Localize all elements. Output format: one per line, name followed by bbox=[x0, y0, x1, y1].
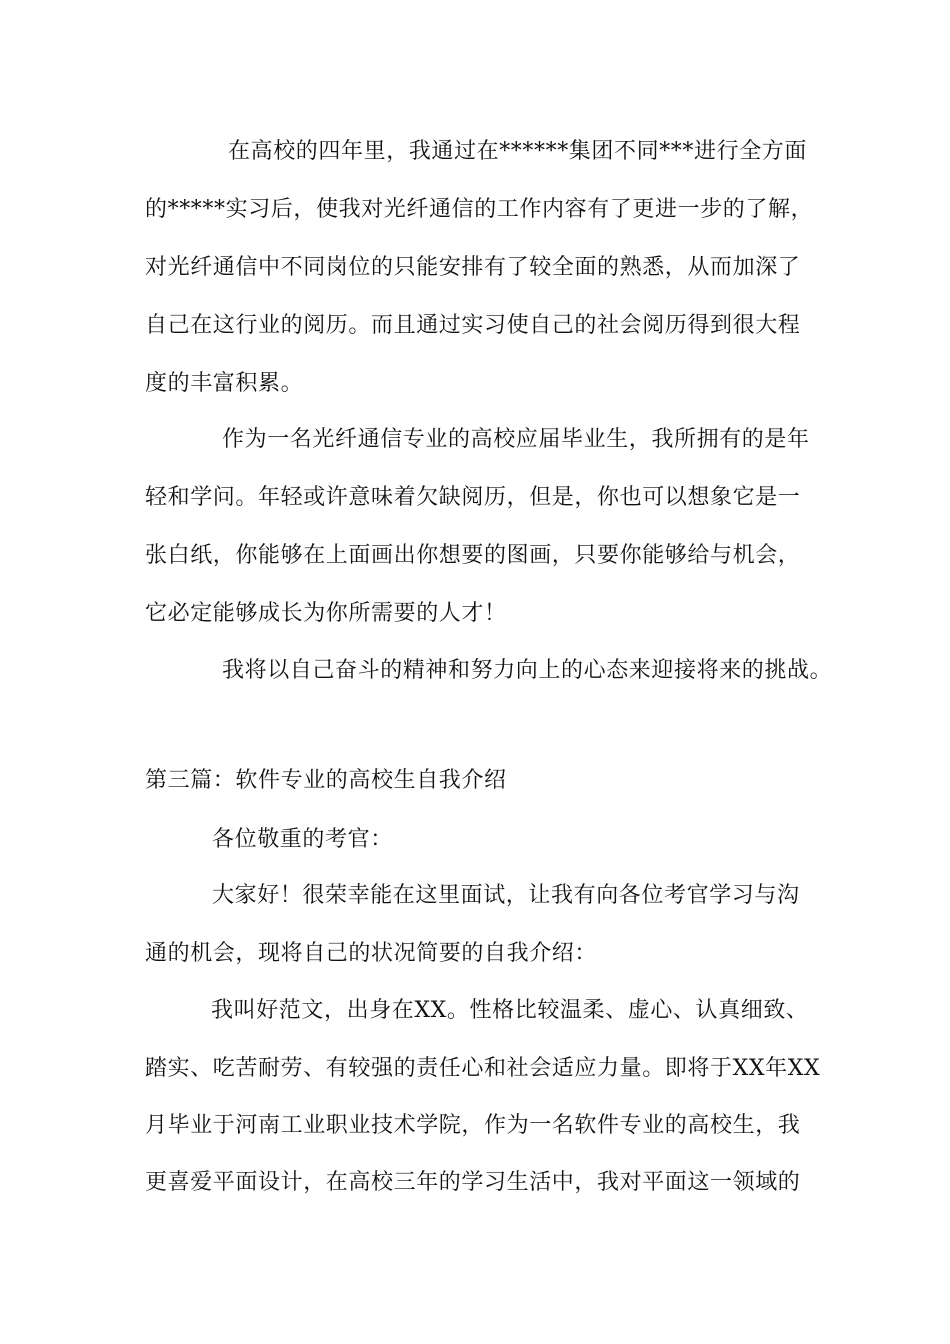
paragraph-1-line-2: 的*****实习后，使我对光纤通信的工作内容有了更进一步的了解， bbox=[145, 197, 814, 222]
paragraph-1-line-5: 度的丰富积累。 bbox=[145, 371, 304, 396]
paragraph-1-line-3: 对光纤通信中不同岗位的只能安排有了较全面的熟悉，从而加深了 bbox=[145, 255, 801, 280]
paragraph-3-line-1: 我将以自己奋斗的精神和努力向上的心态来迎接将来的挑战。 bbox=[222, 658, 833, 683]
salutation: 各位敬重的考官： bbox=[212, 827, 393, 852]
paragraph-2-line-4: 它必定能够成长为你所需要的人才！ bbox=[145, 601, 507, 626]
paragraph-5-line-1: 我叫好范文，出身在XX。性格比较温柔、虚心、认真细致、 bbox=[211, 998, 809, 1023]
paragraph-2-line-3: 张白纸，你能够在上面画出你想要的图画，只要你能够给与机会， bbox=[145, 543, 801, 568]
paragraph-1-line-1: 在高校的四年里，我通过在******集团不同***进行全方面 bbox=[228, 139, 808, 164]
paragraph-1-line-4: 自己在这行业的阅历。而且通过实习使自己的社会阅历得到很大程 bbox=[145, 313, 801, 338]
paragraph-5-line-2: 踏实、吃苦耐劳、有较强的责任心和社会适应力量。即将于XX年XX bbox=[145, 1056, 821, 1081]
paragraph-2-line-2: 轻和学问。年轻或许意味着欠缺阅历，但是，你也可以想象它是一 bbox=[145, 485, 801, 510]
paragraph-4-line-1: 大家好！很荣幸能在这里面试，让我有向各位考官学习与沟 bbox=[212, 883, 800, 908]
section-heading: 第三篇：软件专业的高校生自我介绍 bbox=[145, 768, 507, 793]
paragraph-5-line-4: 更喜爱平面设计，在高校三年的学习生活中，我对平面这一领域的 bbox=[145, 1170, 801, 1195]
paragraph-4-line-2: 通的机会，现将自己的状况简要的自我介绍： bbox=[145, 941, 598, 966]
paragraph-5-line-3: 月毕业于河南工业职业技术学院，作为一名软件专业的高校生，我 bbox=[145, 1113, 801, 1138]
paragraph-2-line-1: 作为一名光纤通信专业的高校应届毕业生，我所拥有的是年 bbox=[222, 427, 810, 452]
